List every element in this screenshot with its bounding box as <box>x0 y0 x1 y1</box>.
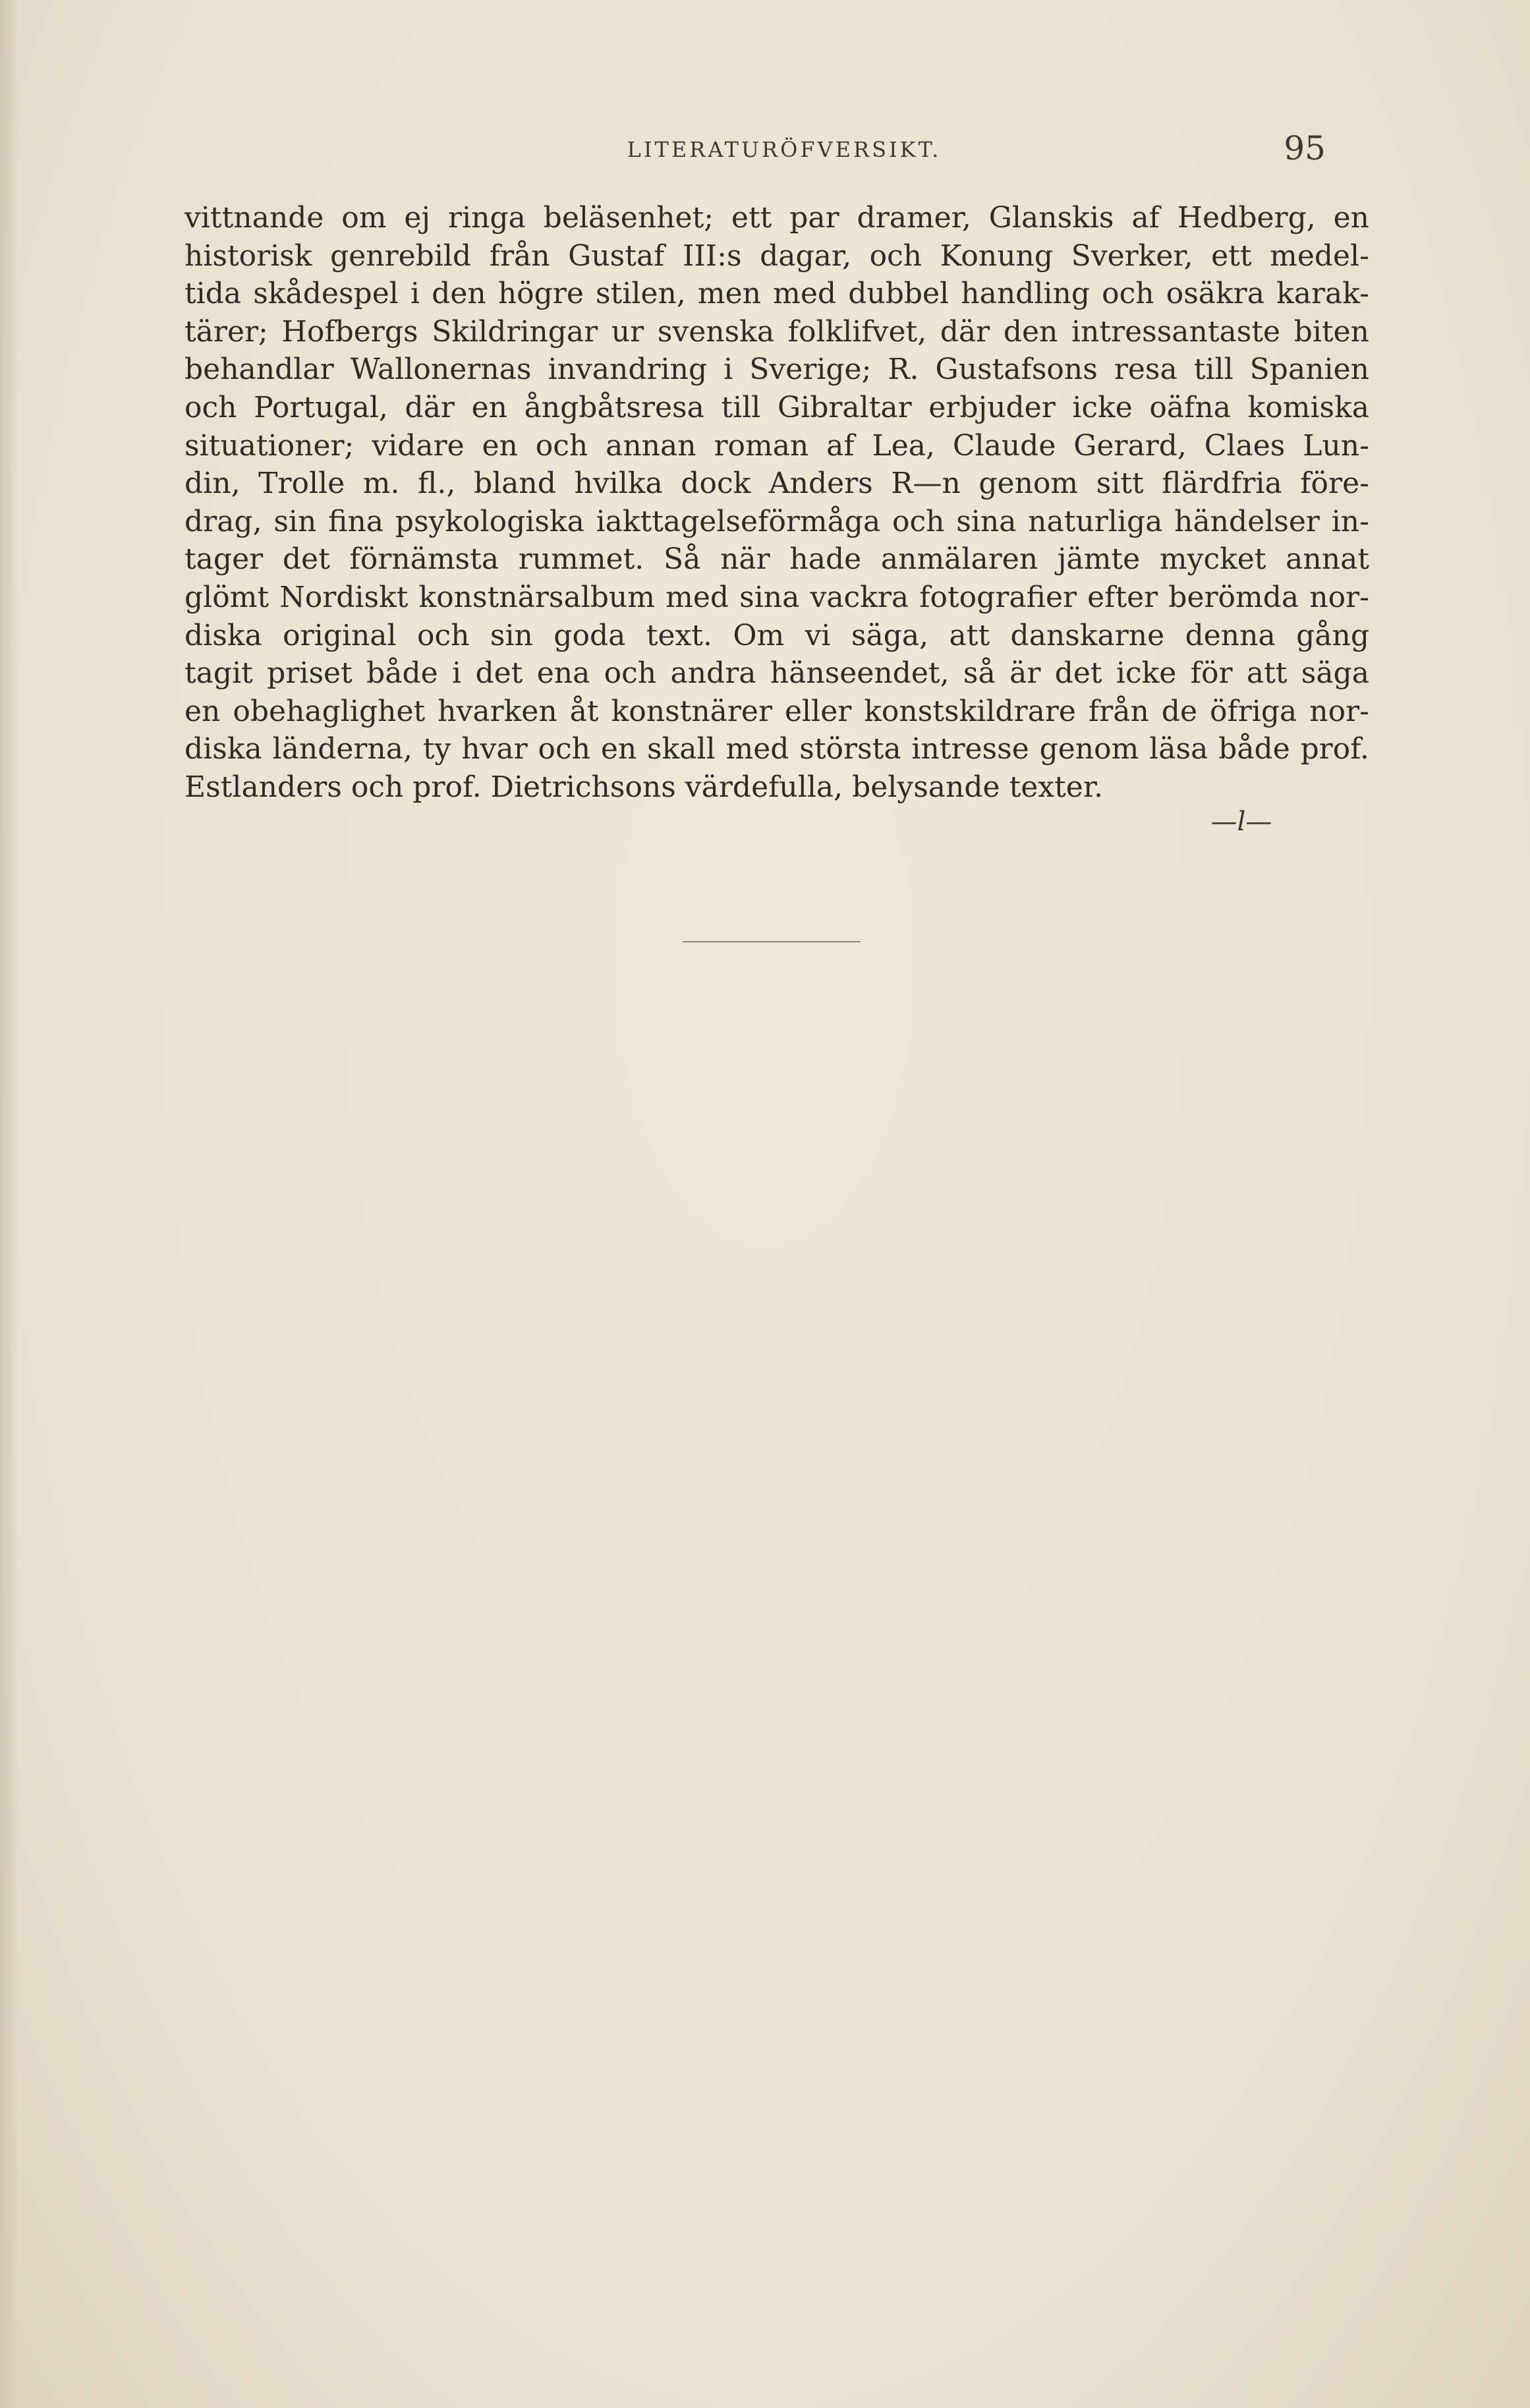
text-line: en obehaglighet hvarken åt konstnärer eller konstskildrare från de öfriga nor- <box>184 694 1369 728</box>
text-line: din, Trolle m. fl., bland hvilka dock Anders R—n genom sitt flärdfria före- <box>184 467 1369 501</box>
text-line: historisk genrebild från Gustaf III:s dagar, och Konung Sverker, ett medel- <box>184 239 1369 273</box>
text-line: tärer; Hofbergs Skildringar ur svenska folklifvet, där den intressantaste biten <box>184 314 1369 349</box>
text-line: drag, sin fina psykologiska iakttagelseförmåga och sina naturliga händelser in- <box>184 504 1369 538</box>
text-line: diska original och sin goda text. Om vi säga, att danskarne denna gång <box>184 618 1369 652</box>
running-title: LITERATURÖFVERSIKT. <box>627 137 942 162</box>
text-line: vittnande om ej ringa beläsenhet; ett par dramer, Glanskis af Hedberg, en <box>184 201 1369 235</box>
author-signature: —l— <box>1210 807 1272 837</box>
text-line: behandlar Wallonernas invandring i Sverige; R. Gustafsons resa till Spanien <box>184 353 1369 387</box>
text-line: tida skådespel i den högre stilen, men med dubbel handling och osäkra karak- <box>184 277 1369 311</box>
text-line: situationer; vidare en och annan roman af Lea, Claude Gerard, Claes Lun- <box>184 428 1369 463</box>
body-paragraph <box>184 199 1369 807</box>
text-line: Estlanders och prof. Dietrichsons värdefulla, belysande texter. <box>184 770 1104 804</box>
section-divider <box>683 941 861 942</box>
text-line: och Portugal, där en ångbåtsresa till Gibraltar erbjuder icke oäfna komiska <box>184 390 1369 424</box>
text-line: glömt Nordiskt konstnärsalbum med sina vackra fotografier efter berömda nor- <box>184 580 1369 614</box>
text-line: diska länderna, ty hvar och en skall med största intresse genom läsa både prof. <box>184 732 1369 766</box>
text-line: tagit priset både i det ena och andra hänseendet, så är det icke för att säga <box>184 656 1369 691</box>
page-edge-shadow <box>0 0 18 2408</box>
page-number: 95 <box>1284 129 1326 167</box>
text-line: tager det förnämsta rummet. Så när hade anmälaren jämte mycket annat <box>184 542 1369 577</box>
